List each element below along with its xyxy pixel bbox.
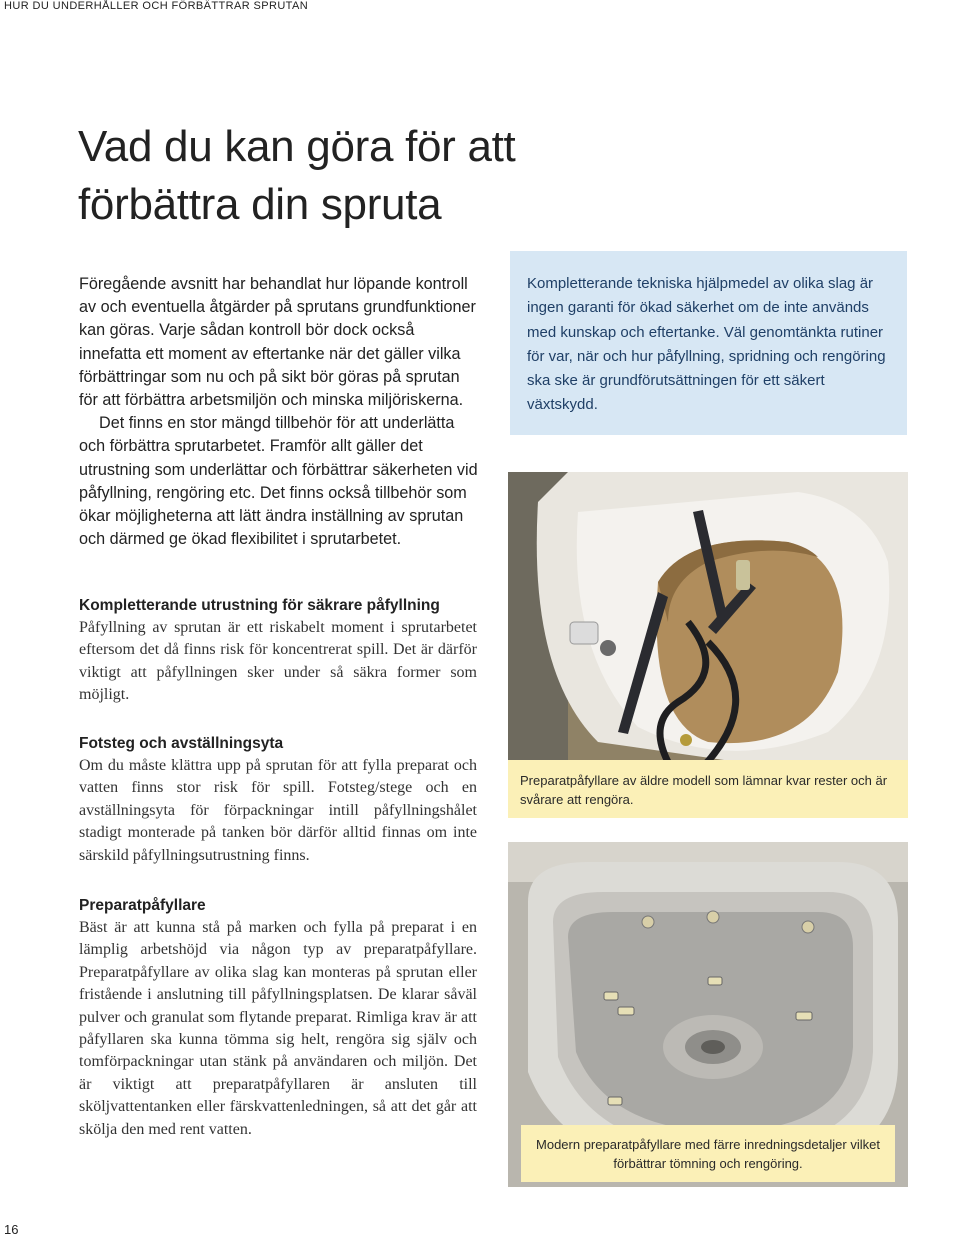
photo-old-inductor (508, 472, 908, 772)
section-body: Bäst är att kunna stå på marken och fylla på preparat i en lämplig arbetshöjd via någon typ av preparatpåfyllare. Preparatpåfyllare av olika slag kan monteras på sprutan eller fristående i anslutning till påfyllningsplatsen. De klarar såväl pulver och granulat som flytande preparat. Rimliga krav är att påfyllaren ska kunna tömma sig helt, rengöra sig själv och tomförpackningar utan stänk på användaren och miljön. Det är viktigt att preparatpåfyllaren är ansluten till sköljvattentanken eller färskvattenledningen, så att det går att skölja den med rent vatten. (79, 919, 477, 1138)
page-title-line1: Vad du kan göra för att (78, 122, 516, 171)
section-safer-filling (79, 596, 477, 707)
callout-text: Kompletterande tekniska hjälpmedel av olika slag är ingen garanti för ökad säkerhet om de inte används med kunskap och eftertanke. Väl genomtänkta rutiner för var, när och hur påfyllning, spridning och rengöring ska ske är grundförutsättningen för ett säkert växtskydd. (527, 275, 886, 414)
section-heading: Fotsteg och avställningsyta (79, 735, 284, 752)
page-number: 16 (4, 1222, 19, 1236)
intro-paragraph-2: Det finns en stor mängd tillbehör för att underlätta och förbättra sprutarbetet. Framför allt gäller det utrustning som underlättar och förbättrar säkerheten vid påfyllning, rengöring etc. Det finns också tillbehör som ökar möjligheterna att lätt ändra inställning av sprutan och därmed ge ökad flexibilitet i sprutarbetet. (79, 414, 478, 549)
intro-text (79, 273, 479, 551)
old-inductor-illustration (508, 472, 908, 772)
photo-caption: Preparatpåfyllare av äldre modell som lämnar kvar rester och är svårare att rengöra. (508, 760, 908, 818)
photo-caption: Modern preparatpåfyllare med färre inredningsdetaljer vilket förbättrar tömning och rengöring. (521, 1125, 895, 1182)
section-heading: Preparatpåfyllare (79, 897, 206, 914)
section-body: Påfyllning av sprutan är ett riskabelt moment i sprutarbetet eftersom det då finns risk för koncentrerat spill. Det är därför viktigt att påfyllningen sker under så säkra former som möjligt. (79, 619, 477, 704)
section-chemical-inductor (79, 896, 477, 1141)
section-heading: Kompletterande utrustning för säkrare påfyllning (79, 597, 440, 614)
info-callout-box (510, 251, 907, 435)
intro-paragraph-1: Föregående avsnitt har behandlat hur löpande kontroll av och eventuella åtgärder på sprutans grundfunktioner kan göras. Varje sådan kontroll bör dock också innefatta ett moment av eftertanke när det gäller vilka förbättringar som nu och på sikt bör göras på sprutan för att förbättra arbetsmiljön och minska miljöriskerna. (79, 275, 476, 410)
running-header: HUR DU UNDERHÅLLER OCH FÖRBÄTTRAR SPRUTAN (4, 0, 309, 12)
section-body: Om du måste klättra upp på sprutan för att fylla preparat och vatten finns stor risk för spill. Fotsteg/stege och en avställningsyta för förpackningar intill påfyllningshålet stadigt monterade på tanken bör därför alltid finnas om inte särskild påfyllningsutrustning finns. (79, 757, 477, 864)
section-footstep (79, 734, 477, 867)
page-title (78, 118, 598, 234)
page-title-line2: förbättra din spruta (78, 180, 442, 229)
